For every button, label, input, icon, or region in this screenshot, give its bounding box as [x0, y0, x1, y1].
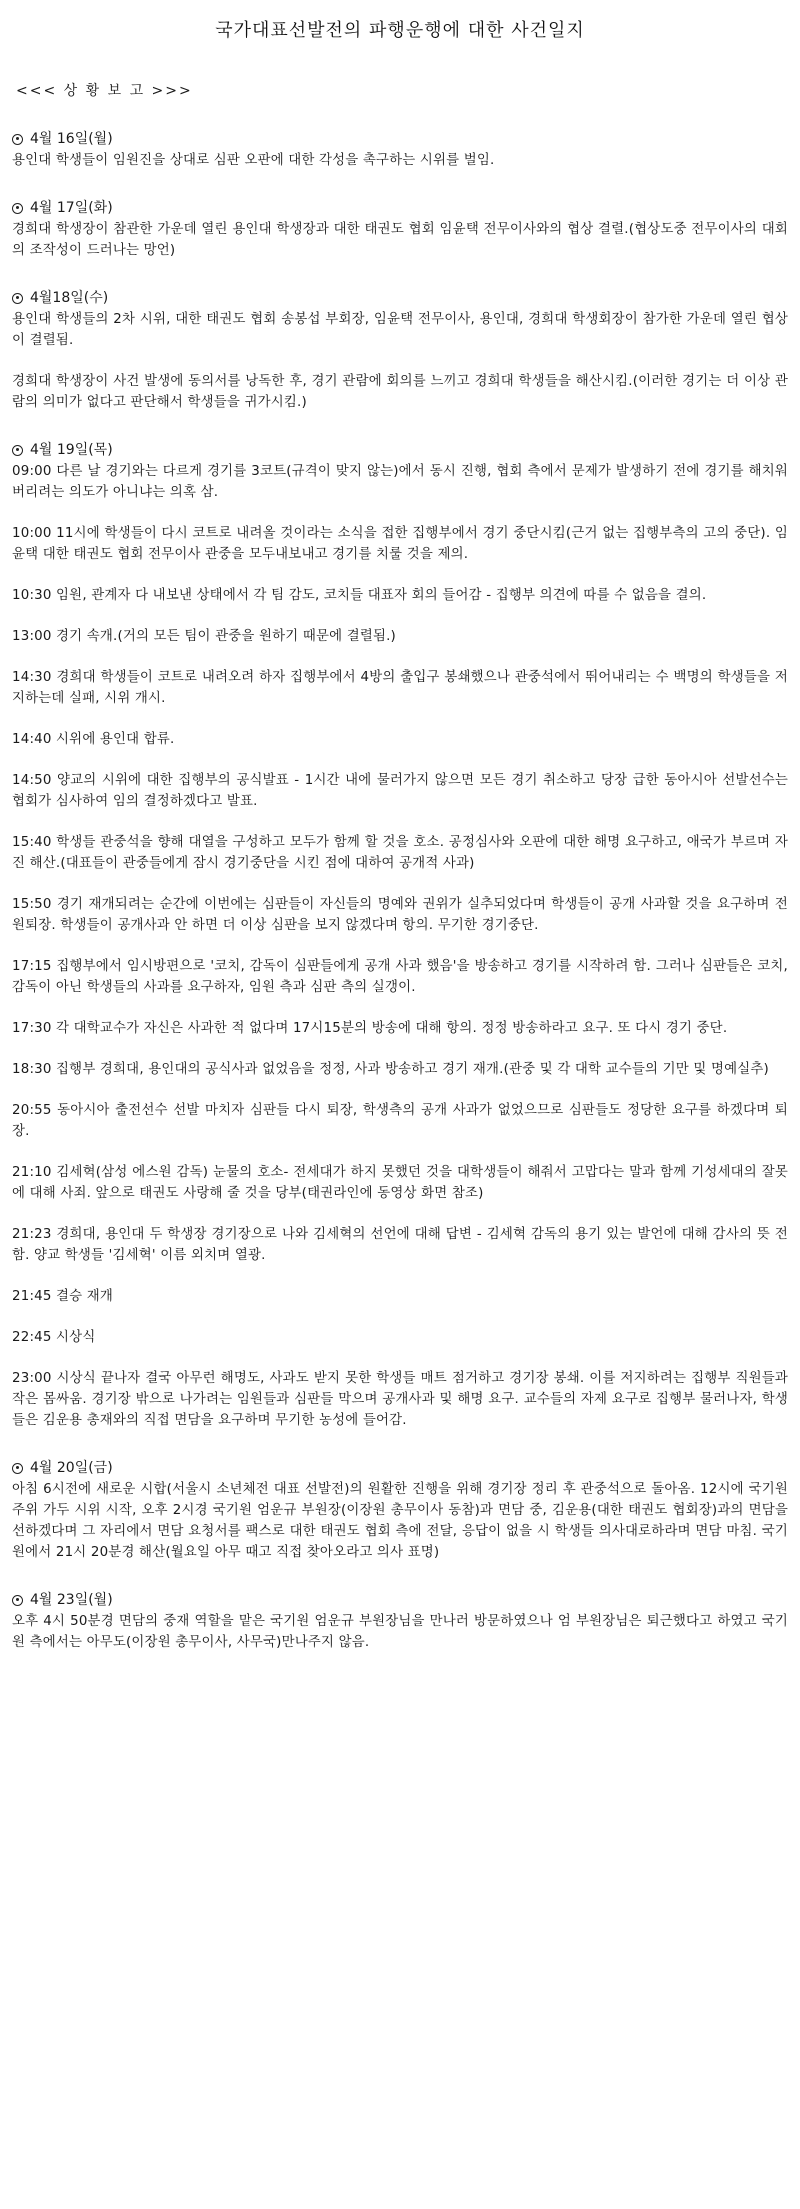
date-heading	[12, 1589, 788, 1611]
date-label: 4월18일(수)	[30, 290, 109, 306]
log-entry: 10:00 11시에 학생들이 다시 코트로 내려올 것이라는 소식을 접한 집행부에서 경기 중단시킴(근거 없는 집행부측의 고의 중단). 임윤택 대한 태권도 협회 전무이사 관중을 모두내보내고 경기를 치룰 것을 제의.	[12, 526, 788, 562]
log-entry: 용인대 학생들의 2차 시위, 대한 태권도 협회 송봉섭 부회장, 임윤택 전무이사, 용인대, 경희대 학생회장이 참가한 가운데 열린 협상이 결렬됨.	[12, 312, 788, 348]
log-day	[12, 1589, 788, 1653]
log-entry: 14:40 시위에 용인대 합류.	[12, 732, 175, 747]
circle-bullet-icon	[12, 1595, 23, 1606]
date-heading	[12, 128, 788, 150]
log-entry: 17:15 집행부에서 임시방편으로 '코치, 감독이 심판들에게 공개 사과 했음'을 방송하고 경기를 시작하려 함. 그러나 심판들은 코치, 감독이 아닌 학생들의 사과를 요구하자, 임원 측과 심판 측의 실갱이.	[12, 959, 788, 995]
circle-bullet-icon	[12, 293, 23, 304]
page-title: 국가대표선발전의 파행운행에 대한 사건일지	[215, 20, 585, 41]
date-label: 4월 19일(목)	[30, 442, 113, 458]
log-day	[12, 439, 788, 1431]
log-entry: 18:30 집행부 경희대, 용인대의 공식사과 없었음을 정정, 사과 방송하고 경기 재개.(관중 및 각 대학 교수들의 기만 및 명예실추)	[12, 1062, 769, 1077]
log-entry: 17:30 각 대학교수가 자신은 사과한 적 없다며 17시15분의 방송에 대해 항의. 정정 방송하라고 요구. 또 다시 경기 중단.	[12, 1021, 728, 1036]
log-entry: 오후 4시 50분경 면담의 중재 역할을 맡은 국기원 엄운규 부원장님을 만나러 방문하였으나 엄 부원장님은 퇴근했다고 하였고 국기원 측에서는 아무도(이장원 총무이사, 사무국)만나주지 않음.	[12, 1614, 788, 1650]
log-entry: 21:23 경희대, 용인대 두 학생장 경기장으로 나와 김세혁의 선언에 대해 답변 - 김세혁 감독의 용기 있는 발언에 대해 감사의 뜻 전함. 양교 학생들 '김세혁' 이름 외치며 열광.	[12, 1227, 788, 1263]
log-entry: 21:45 결승 재개	[12, 1289, 114, 1304]
log-day	[12, 1457, 788, 1563]
log-entry: 21:10 김세혁(삼성 에스원 감독) 눈물의 호소- 전세대가 하지 못했던 것을 대학생들이 해줘서 고맙다는 말과 함께 기성세대의 잘못에 대해 사죄. 앞으로 태권도 사랑해 줄 것을 당부(태권라인에 동영상 화면 참조)	[12, 1165, 788, 1201]
date-label: 4월 20일(금)	[30, 1460, 113, 1476]
log-entry: 용인대 학생들이 임원진을 상대로 심판 오판에 대한 각성을 촉구하는 시위를 벌임.	[12, 153, 495, 168]
log-entry: 14:30 경희대 학생들이 코트로 내려오려 하자 집행부에서 4방의 출입구 봉쇄했으나 관중석에서 뛰어내리는 수 백명의 학생들을 저지하는데 실패, 시위 개시.	[12, 670, 788, 706]
circle-bullet-icon	[12, 1463, 23, 1474]
log-entry: 경희대 학생장이 사건 발생에 동의서를 낭독한 후, 경기 관람에 회의를 느끼고 경희대 학생들을 해산시킴.(이러한 경기는 더 이상 관람의 의미가 없다고 판단해서 학생들을 귀가시킴.)	[12, 374, 788, 410]
report-header: <<< 상 황 보 고 >>>	[16, 83, 193, 99]
log-entry: 09:00 다른 날 경기와는 다르게 경기를 3코트(규격이 맞지 않는)에서 동시 진행, 협회 측에서 문제가 발생하기 전에 경기를 해치워 버리려는 의도가 아니냐는 의혹 삼.	[12, 464, 788, 500]
log-entry: 14:50 양교의 시위에 대한 집행부의 공식발표 - 1시간 내에 물러가지 않으면 모든 경기 취소하고 당장 급한 동아시아 선발선수는 협회가 심사하여 임의 결정하겠다고 발표.	[12, 773, 788, 809]
log-entry: 15:40 학생들 관중석을 향해 대열을 구성하고 모두가 함께 할 것을 호소. 공정심사와 오판에 대한 해명 요구하고, 애국가 부르며 자진 해산.(대표들이 관중들에게 잠시 경기중단을 시킨 점에 대하여 공개적 사과)	[12, 835, 788, 871]
log-entry: 23:00 시상식 끝나자 결국 아무런 해명도, 사과도 받지 못한 학생들 매트 점거하고 경기장 봉쇄. 이를 저지하려는 집행부 직원들과 작은 몸싸움. 경기장 밖으로 나가려는 임원들과 심판들 막으며 공개사과 및 해명 요구. 교수들의 자제 요구로 집행부 물러나자, 학생들은 김운용 총재와의 직접 면담을 요구하며 무기한 농성에 들어감.	[12, 1371, 788, 1428]
date-heading	[12, 287, 788, 309]
log-day	[12, 287, 788, 413]
circle-bullet-icon	[12, 134, 23, 145]
log-entry: 15:50 경기 재개되려는 순간에 이번에는 심판들이 자신들의 명예와 권위가 실추되었다며 학생들이 공개 사과할 것을 요구하며 전원퇴장. 학생들이 공개사과 안 하면 더 이상 심판을 보지 않겠다며 항의. 무기한 경기중단.	[12, 897, 788, 933]
circle-bullet-icon	[12, 203, 23, 214]
log-day	[12, 128, 788, 171]
log-entry: 아침 6시전에 새로운 시합(서울시 소년체전 대표 선발전)의 원활한 진행을 위해 경기장 정리 후 관중석으로 돌아옴. 12시에 국기원 주위 가두 시위 시작, 오후 2시경 국기원 엄운규 부원장(이장원 총무이사 동참)과 면담 중, 김운용(대한 태권도 협회장)과의 면담을 선하겠다며 그 자리에서 면담 요청서를 팩스로 대한 태권도 협회 측에 전달, 응답이 없을 시 학생들 의사대로하라며 면담 마침. 국기원에서 21시 20분경 해산(월요일 아무 때고 직접 찾아오라고 의사 표명)	[12, 1482, 788, 1560]
log-entry: 13:00 경기 속개.(거의 모든 팀이 관중을 원하기 때문에 결렬됨.)	[12, 629, 396, 644]
incident-log	[12, 128, 788, 1653]
date-label: 4월 16일(월)	[30, 131, 113, 147]
log-day	[12, 197, 788, 261]
date-heading	[12, 439, 788, 461]
date-heading	[12, 1457, 788, 1479]
log-entry: 경희대 학생장이 참관한 가운데 열린 용인대 학생장과 대한 태권도 협회 임윤택 전무이사와의 협상 결렬.(협상도중 전무이사의 대회의 조작성이 드러나는 망언)	[12, 222, 788, 258]
log-entry: 20:55 동아시아 출전선수 선발 마치자 심판들 다시 퇴장, 학생측의 공개 사과가 없었으므로 심판들도 정당한 요구를 하겠다며 퇴장.	[12, 1103, 788, 1139]
log-entry: 22:45 시상식	[12, 1330, 96, 1345]
circle-bullet-icon	[12, 445, 23, 456]
date-label: 4월 23일(월)	[30, 1592, 113, 1608]
date-heading	[12, 197, 788, 219]
date-label: 4월 17일(화)	[30, 200, 113, 216]
log-entry: 10:30 임원, 관계자 다 내보낸 상태에서 각 팀 감도, 코치들 대표자 회의 들어감 - 집행부 의견에 따를 수 없음을 결의.	[12, 588, 707, 603]
